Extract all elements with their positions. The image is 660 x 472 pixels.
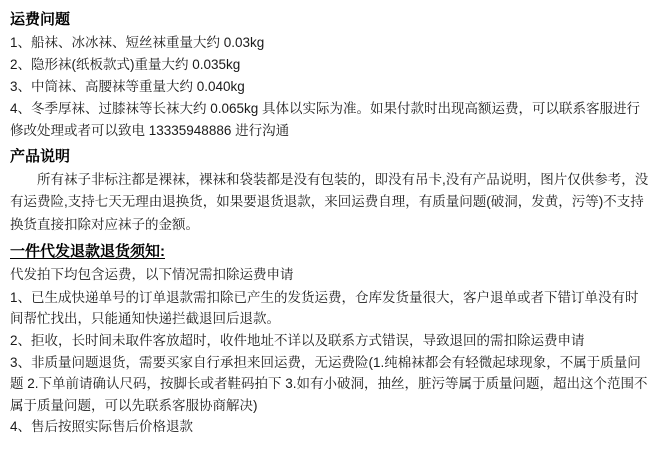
section-title-shipping: 运费问题	[10, 11, 71, 28]
section-title-product-description: 产品说明	[10, 147, 71, 165]
dropship-refund-item-2: 2、拒收，长时间未取件客放超时，收件地址不详以及联系方式错误，导致退回的需扣除运费申请	[10, 332, 585, 348]
section-shipping	[10, 8, 650, 142]
shipping-line-4: 4、冬季厚袜、过膝袜等长袜大约 0.065kg 具体以实际为准。如果付款时出现高额运费，可以联系客服进行修改处理或者可以致电 13335948886 进行沟通	[10, 100, 641, 138]
shipping-line-2: 2、隐形袜(纸板款式)重量大约 0.035kg	[10, 57, 241, 73]
dropship-refund-item-1: 1、已生成快递单号的订单退款需扣除已产生的发货运费，仓库发货量很大，客户退单或者下错订单没有时间帮忙找出，只能通知快递拦截退回后退款。	[10, 289, 639, 327]
section-product-description	[10, 145, 650, 237]
dropship-refund-intro: 代发拍下均包含运费，以下情况需扣除运费申请	[10, 267, 294, 283]
dropship-refund-item-3: 3、非质量问题退货，需要买家自行承担来回运费，无运费险(1.纯棉袜都会有轻微起球现象，不属于质量问题 2.下单前请确认尺码，按脚长或者鞋码拍下 3.如有小破洞，抽丝，脏污等属于质量问题，超出这个范围不属于质量问题，可以先联系客服协商解决)	[10, 354, 648, 413]
shipping-line-3: 3、中筒袜、高腰袜等重量大约 0.040kg	[10, 78, 245, 94]
shipping-line-1: 1、船袜、冰冰袜、短丝袜重量大约 0.03kg	[10, 35, 265, 51]
section-dropship-refund	[10, 240, 650, 438]
section-title-dropship-refund: 一件代发退款退货须知:	[10, 242, 165, 260]
dropship-refund-item-4: 4、售后按照实际售后价格退款	[10, 419, 194, 435]
product-description-paragraph: 所有袜子非标注都是裸袜，裸袜和袋装都是没有包装的，即没有吊卡,没有产品说明，图片仅供参考，没有运费险,支持七天无理由退换货，如果要退货退款，来回运费自理，有质量问题(破洞，发黄，污等)不支持换货直接扣除对应袜子的金额。	[10, 171, 649, 233]
